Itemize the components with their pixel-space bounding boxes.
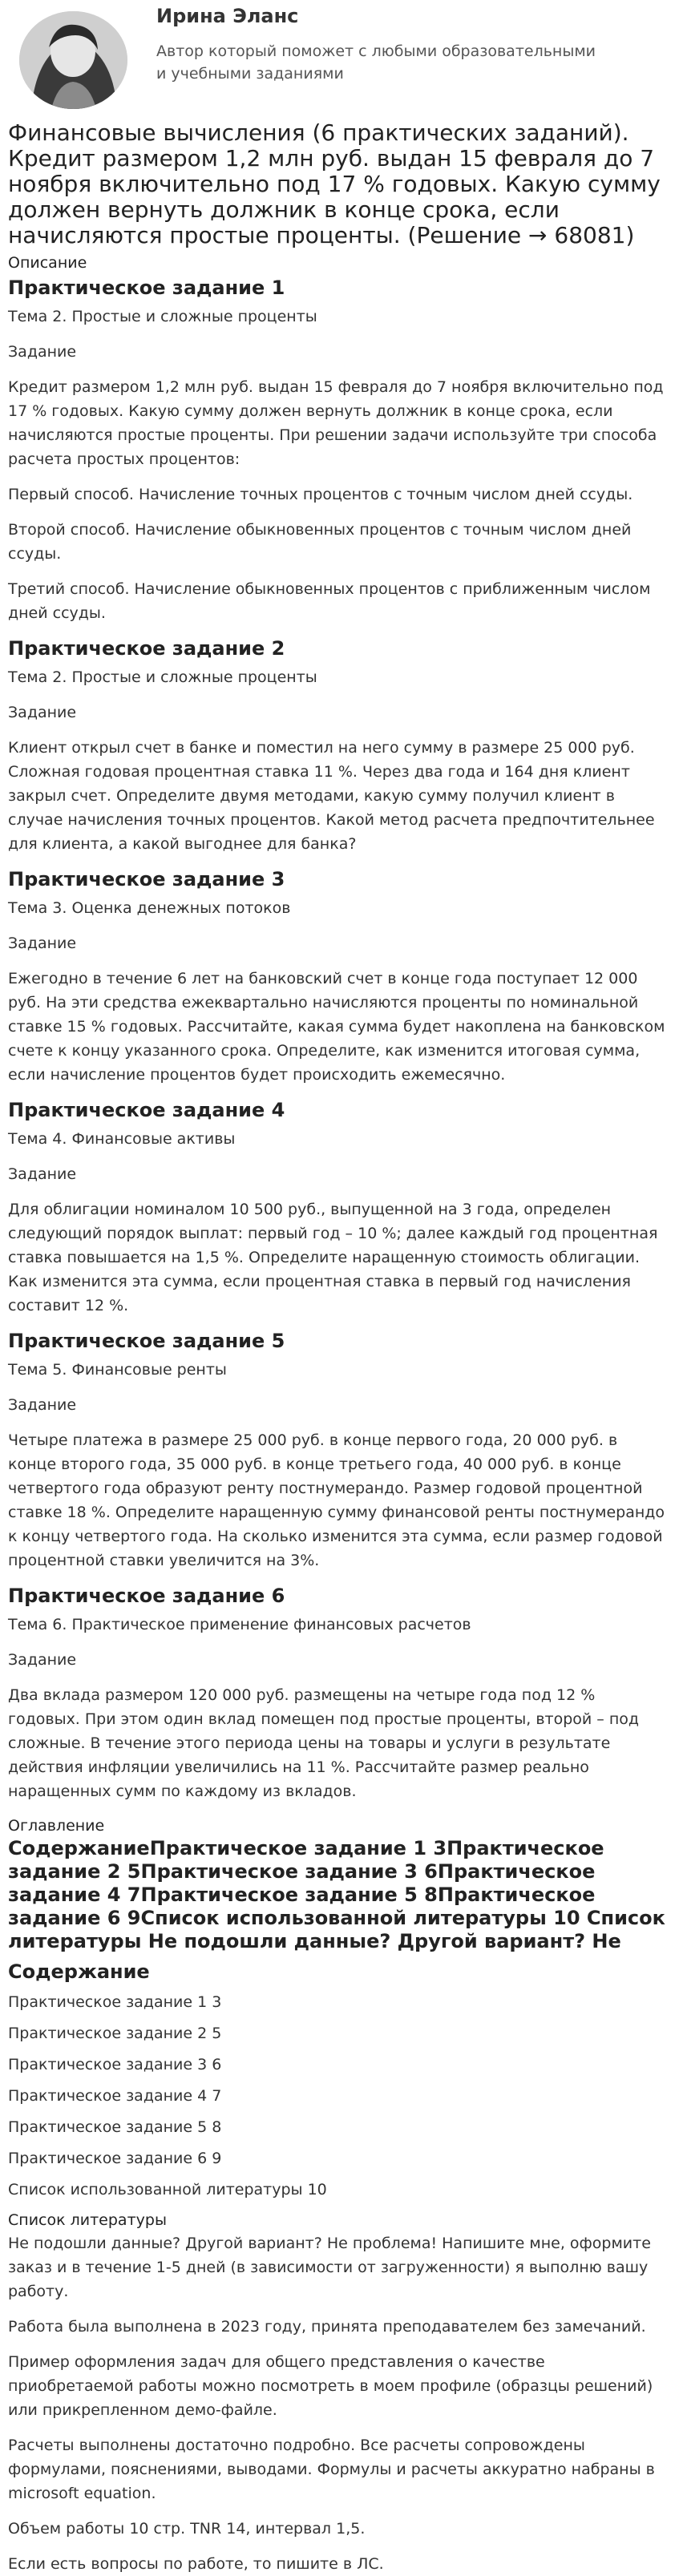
- footer-paragraph: Не подошли данные? Другой вариант? Не проблема! Напишите мне, оформите заказ и в течение 1-5 дней (в зависимости от загруженности) я выполню вашу работу.: [8, 2235, 651, 2300]
- description-label: Описание: [8, 254, 87, 272]
- task-paragraph: Два вклада размером 120 000 руб. размещены на четыре года под 12 % годовых. При этом один вклад помещен под простые проценты, второй – под сложные. В течение этого периода цены на товары и услуги в результате действия инфляции увеличились на 11 %. Рассчитайте размер реально наращенных сумм по каждому из вкладов.: [8, 1686, 640, 1800]
- toc-label: Оглавление: [8, 1817, 105, 1835]
- task-1: [8, 276, 669, 625]
- task-label: Задание: [8, 1396, 77, 1414]
- author-tagline: Автор который поможет с любыми образовательными и учебными заданиями: [156, 42, 596, 83]
- toc-run-in: СодержаниеПрактическое задание 1 3Практическое задание 2 5Практическое задание 3 6Практическое задание 4 7Практическое задание 5 8Практическое задание 6 9Список использованной литературы 10 Список литературы Не подошли данные? Другой вариант? Не: [8, 1837, 665, 1952]
- task-topic: Тема 2. Простые и сложные проценты: [8, 308, 317, 325]
- toc-item: Практическое задание 6 9: [8, 2150, 222, 2167]
- contents-heading: Содержание: [8, 1960, 150, 1983]
- footer-paragraph: Объем работы 10 стр. TNR 14, интервал 1,5.: [8, 2520, 366, 2538]
- task-paragraph: Первый способ. Начисление точных процентов с точным числом дней ссуды.: [8, 486, 633, 503]
- toc-item: Практическое задание 5 8: [8, 2118, 222, 2136]
- task-heading: Практическое задание 1: [8, 277, 285, 299]
- task-paragraph: Ежегодно в течение 6 лет на банковский счет в конце года поступает 12 000 руб. На эти средства ежеквартально начисляются проценты по номинальной ставке 15 % годовых. Рассчитайте, какая сумма будет накоплена на банковском счете к концу указанного срока. Определите, как изменится итоговая сумма, если начисление процентов будет происходить ежемесячно.: [8, 970, 665, 1084]
- task-5: [8, 1329, 669, 1573]
- task-paragraph: Клиент открыл счет в банке и поместил на него сумму в размере 25 000 руб. Сложная годовая процентная ставка 11 %. Через два года и 164 дня клиент закрыл счет. Определите двумя методами, какую сумму получил клиент в случае начисления точных процентов. Какой метод расчета предпочтительнее для клиента, а какой выгоднее для банка?: [8, 739, 655, 853]
- author-avatar[interactable]: [19, 11, 127, 109]
- toc-item: Список использованной литературы 10: [8, 2181, 327, 2198]
- footer-paragraph: Пример оформления задач для общего представления о качестве приобретаемой работы можно посмотреть в моем профиле (образцы решений) или прикрепленном демо-файле.: [8, 2353, 653, 2419]
- task-heading: Практическое задание 4: [8, 1099, 285, 1121]
- toc-item: Практическое задание 1 3: [8, 1993, 222, 2011]
- toc-item: Практическое задание 2 5: [8, 2025, 222, 2042]
- literature-label: Список литературы: [8, 2211, 167, 2229]
- task-3: [8, 867, 669, 1087]
- footer-paragraph: Работа была выполнена в 2023 году, принята преподавателем без замечаний.: [8, 2318, 646, 2336]
- task-heading: Практическое задание 6: [8, 1585, 285, 1607]
- author-header: [8, 0, 669, 120]
- task-label: Задание: [8, 1165, 77, 1183]
- task-heading: Практическое задание 3: [8, 868, 285, 890]
- task-topic: Тема 4. Финансовые активы: [8, 1130, 236, 1148]
- footer-paragraph: Если есть вопросы по работе, то пишите в ЛС.: [8, 2555, 384, 2573]
- avatar-photo: [19, 11, 127, 109]
- toc-item: Практическое задание 3 6: [8, 2056, 222, 2073]
- toc-item: Практическое задание 4 7: [8, 2087, 222, 2105]
- author-name[interactable]: Ирина Эланс: [156, 5, 299, 27]
- task-heading: Практическое задание 2: [8, 637, 285, 660]
- document-title: Финансовые вычисления (6 практических заданий). Кредит размером 1,2 млн руб. выдан 15 февраля до 7 ноября включительно под 17 % годовых. Какую сумму должен вернуть должник в конце срока, если начисляются простые проценты. (Решение → 68081): [8, 119, 661, 248]
- task-topic: Тема 2. Простые и сложные проценты: [8, 668, 317, 686]
- task-topic: Тема 5. Финансовые ренты: [8, 1361, 227, 1379]
- task-label: Задание: [8, 935, 77, 952]
- task-paragraph: Четыре платежа в размере 25 000 руб. в конце первого года, 20 000 руб. в конце второго года, 35 000 руб. в конце третьего года, 40 000 руб. в конце четвертого года образуют ренту постнумерандо. Размер годовой процентной ставке 18 %. Определите наращенную сумму финансовой ренты постнумерандо к концу четвертого года. На сколько изменится эта сумма, если размер годовой процентной ставки увеличится на 3%.: [8, 1431, 665, 1569]
- task-label: Задание: [8, 1651, 77, 1669]
- task-paragraph: Третий способ. Начисление обыкновенных процентов с приближенным числом дней ссуды.: [8, 580, 651, 622]
- task-topic: Тема 3. Оценка денежных потоков: [8, 899, 291, 917]
- task-label: Задание: [8, 704, 77, 721]
- task-paragraph: Второй способ. Начисление обыкновенных процентов с точным числом дней ссуды.: [8, 521, 632, 563]
- task-4: [8, 1098, 669, 1318]
- task-label: Задание: [8, 343, 77, 361]
- task-paragraph: Кредит размером 1,2 млн руб. выдан 15 февраля до 7 ноября включительно под 17 % годовых. Какую сумму должен вернуть должник в конце срока, если начисляются простые проценты. При решении задачи используйте три способа расчета простых процентов:: [8, 378, 664, 468]
- task-6: [8, 1584, 669, 1803]
- task-paragraph: Для облигации номиналом 10 500 руб., выпущенной на 3 года, определен следующий порядок выплат: первый год – 10 %; далее каждый год процентная ставка повышается на 1,5 %. Определите наращенную стоимость облигации. Как изменится эта сумма, если процентная ставка в первый год начисления составит 12 %.: [8, 1201, 658, 1314]
- task-2: [8, 636, 669, 856]
- task-heading: Практическое задание 5: [8, 1330, 285, 1352]
- footer-paragraph: Расчеты выполнены достаточно подробно. Все расчеты сопровождены формулами, пояснениями, выводами. Формулы и расчеты аккуратно набраны в microsoft equation.: [8, 2437, 655, 2502]
- task-topic: Тема 6. Практическое применение финансовых расчетов: [8, 1616, 471, 1633]
